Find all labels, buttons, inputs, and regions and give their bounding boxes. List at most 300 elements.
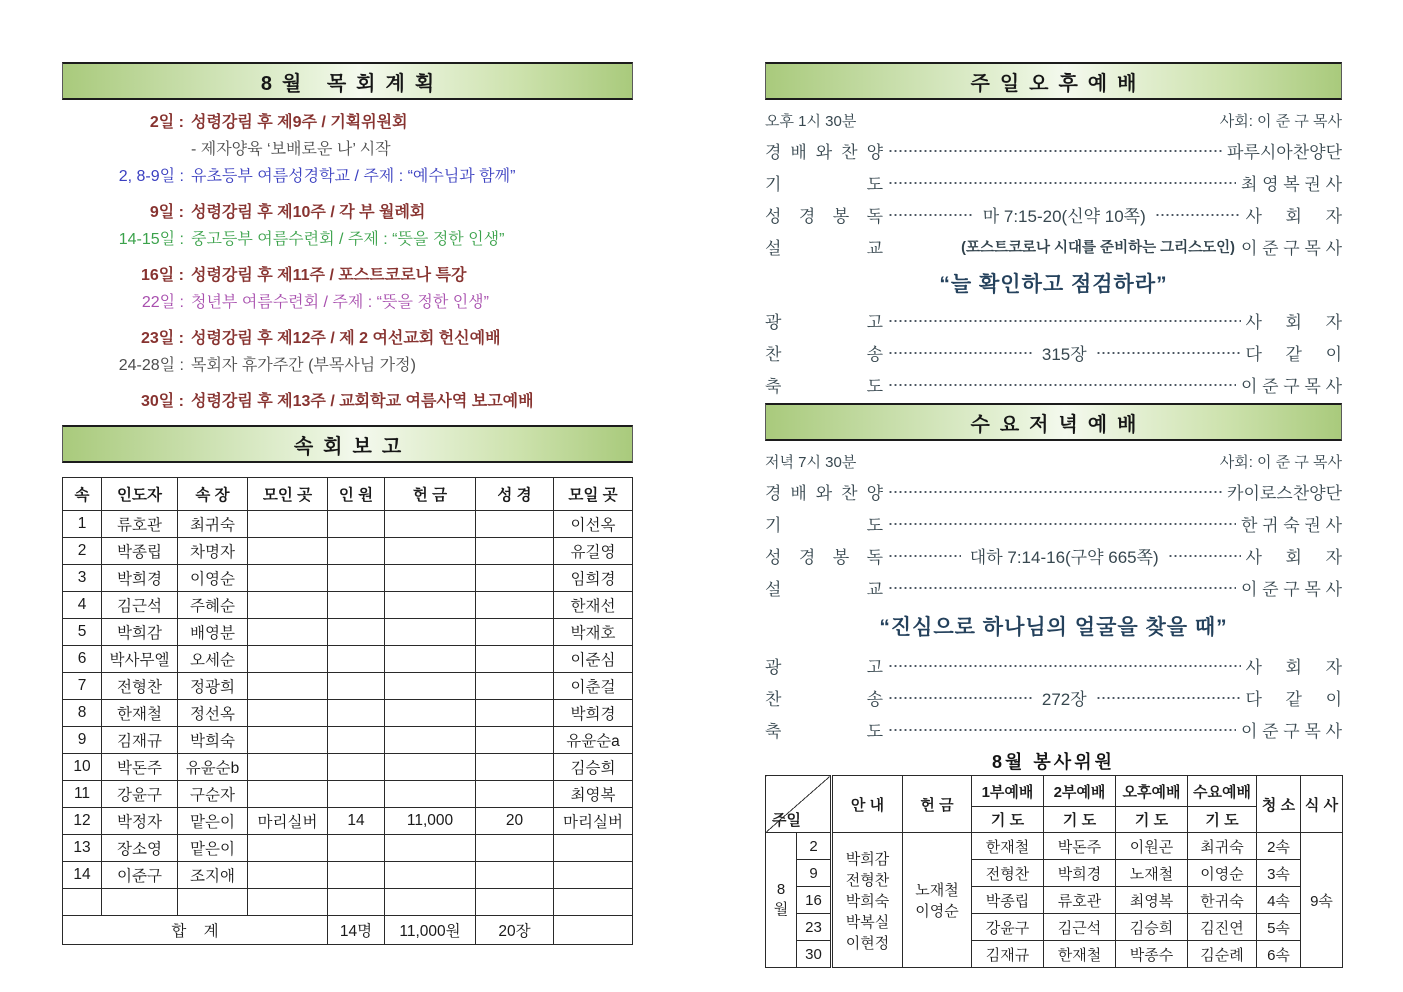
line-name: 사 회 자 <box>1245 657 1342 677</box>
cell: 조지애 <box>178 862 248 889</box>
cell <box>476 511 554 538</box>
cell: 박종립 <box>102 538 178 565</box>
cell <box>328 700 385 727</box>
cell <box>248 646 328 673</box>
cell <box>248 619 328 646</box>
guide-cell <box>832 833 903 968</box>
committee-row <box>766 833 1343 860</box>
line-name: 다 같 이 <box>1245 689 1343 709</box>
offering-cell <box>903 833 972 968</box>
table-row <box>63 538 633 565</box>
line-name: 이 준 구 목 사 <box>1240 376 1342 396</box>
dotted-leader <box>888 657 1241 674</box>
line-name: 이 준 구 목 사 <box>1240 579 1342 599</box>
plan-text: 목회자 휴가주간 (부목사님 가정) <box>191 357 416 374</box>
cell <box>328 511 385 538</box>
cell: 1 <box>63 511 102 538</box>
line-name: 이 준 구 목 사 <box>1240 238 1342 258</box>
cell: 박희경 <box>554 700 633 727</box>
cell <box>385 700 476 727</box>
cell <box>385 835 476 862</box>
report-total-row <box>63 916 633 945</box>
col-header: 헌 금 <box>385 478 476 511</box>
plan-text: - 제자양육 ‘보배로운 나’ 시작 <box>191 141 391 158</box>
plan-item <box>62 199 633 226</box>
cell: 20 <box>476 808 554 835</box>
plan-list <box>62 100 633 415</box>
dotted-leader <box>888 142 1222 159</box>
guide-name: 전형찬 <box>845 871 890 889</box>
dotted-leader <box>888 376 1236 393</box>
plan-item <box>62 136 633 163</box>
cell: 박희경 <box>102 565 178 592</box>
cell: 김근석 <box>1044 914 1116 941</box>
cell <box>328 673 385 700</box>
total-offering: 11,000원 <box>385 916 476 945</box>
guide-name: 박복실 <box>845 913 890 931</box>
dotted-leader <box>888 206 974 223</box>
cell: 이준구 <box>102 862 178 889</box>
col-header-pm: 오후예배 <box>1116 776 1188 807</box>
cell <box>476 862 554 889</box>
cell: 최영복 <box>1116 887 1188 914</box>
cell: 차명자 <box>178 538 248 565</box>
table-row <box>63 727 633 754</box>
cell <box>385 673 476 700</box>
col-header: 모인 곳 <box>248 478 328 511</box>
cell <box>248 754 328 781</box>
scripture-reference: 대하 7:14-16(구약 665쪽) <box>969 547 1159 567</box>
plan-item <box>62 388 633 415</box>
cell <box>385 727 476 754</box>
cell <box>328 862 385 889</box>
worship-line-sermon <box>765 230 1342 262</box>
col-header-p2: 2부예배 <box>1044 776 1116 807</box>
col-header-p1: 1부예배 <box>972 776 1044 807</box>
cell: 김재규 <box>102 727 178 754</box>
cell: 박재호 <box>554 619 633 646</box>
meal-cell: 9속 <box>1301 833 1343 968</box>
col-header: 인 원 <box>328 478 385 511</box>
plan-text: 성령강림 후 제11주 / 포스트코로나 특강 <box>191 267 467 284</box>
corner-cell <box>766 776 832 833</box>
cell <box>554 916 633 945</box>
cell: 김승희 <box>554 754 633 781</box>
plan-item <box>62 226 633 253</box>
cell <box>385 862 476 889</box>
cell: 14 <box>328 808 385 835</box>
cell: 유윤순a <box>554 727 633 754</box>
dotted-leader <box>888 344 1033 361</box>
cell: 6속 <box>1257 941 1301 968</box>
total-label: 합 계 <box>63 916 328 945</box>
worship-line-prayer <box>765 166 1342 198</box>
cell: 3속 <box>1257 860 1301 887</box>
total-bible: 20장 <box>476 916 554 945</box>
cell: 장소영 <box>102 835 178 862</box>
col-header-meal: 식 사 <box>1301 776 1343 833</box>
hymn-number: 272장 <box>1041 689 1087 709</box>
cell: 유윤순b <box>178 754 248 781</box>
cell <box>178 889 248 916</box>
cell: 전형찬 <box>102 673 178 700</box>
line-label: 기 도 <box>765 174 883 194</box>
cell: 2 <box>63 538 102 565</box>
line-label: 찬 송 <box>765 689 883 709</box>
total-members: 14명 <box>328 916 385 945</box>
table-row-empty <box>63 889 633 916</box>
cell: 이춘걸 <box>554 673 633 700</box>
col-header-offering: 헌 금 <box>903 776 972 833</box>
worship-line-scripture <box>765 198 1342 230</box>
col-header-guide: 안 내 <box>832 776 903 833</box>
cell <box>476 781 554 808</box>
committee-table <box>765 775 1343 968</box>
line-label: 경 배 와 찬 양 <box>765 483 883 503</box>
table-row <box>63 781 633 808</box>
cell: 김순례 <box>1188 941 1257 968</box>
committee-title: 8월 봉사위원 <box>992 752 1115 772</box>
col-header: 속 장 <box>178 478 248 511</box>
cell: 7 <box>63 673 102 700</box>
plan-day: 22일 : <box>141 294 184 311</box>
sunday-section-header <box>765 62 1342 100</box>
cell <box>328 538 385 565</box>
cell: 2속 <box>1257 833 1301 860</box>
worship-line-scripture <box>765 539 1342 571</box>
line-name: 카이로스찬양단 <box>1227 483 1342 503</box>
dotted-leader <box>1155 206 1241 223</box>
cell: 5 <box>63 619 102 646</box>
cell: 박희숙 <box>178 727 248 754</box>
cell: 9 <box>63 727 102 754</box>
report-title: 속회보고 <box>293 435 412 458</box>
offering-name: 노재철 <box>915 882 959 899</box>
cell: 김재규 <box>972 941 1044 968</box>
dotted-leader <box>888 547 961 564</box>
cell: 3 <box>63 565 102 592</box>
cell: 박종수 <box>1116 941 1188 968</box>
cell <box>476 592 554 619</box>
plan-item <box>62 262 633 289</box>
cell: 한재철 <box>972 833 1044 860</box>
cell <box>248 565 328 592</box>
plan-section-header <box>62 62 633 100</box>
line-name: 이 준 구 목 사 <box>1240 721 1342 741</box>
cell: 한재철 <box>1044 941 1116 968</box>
cell-group-report-table <box>62 477 633 945</box>
dotted-leader <box>888 689 1033 706</box>
line-name: 다 같 이 <box>1245 344 1343 364</box>
line-name: 한 귀 숙 권 사 <box>1240 515 1342 535</box>
cell <box>248 511 328 538</box>
cell <box>385 565 476 592</box>
plan-day: 16일 : <box>140 267 184 284</box>
cell <box>328 781 385 808</box>
dotted-leader <box>888 721 1236 738</box>
cell <box>328 565 385 592</box>
cell <box>554 889 633 916</box>
cell <box>248 592 328 619</box>
committee-header-row-1 <box>766 776 1343 807</box>
cell: 김승희 <box>1116 914 1188 941</box>
cell <box>328 592 385 619</box>
table-row <box>63 700 633 727</box>
plan-item <box>62 325 633 352</box>
table-row <box>63 619 633 646</box>
cell: 정광희 <box>178 673 248 700</box>
cell <box>476 619 554 646</box>
plan-day: 23일 : <box>140 330 184 347</box>
cell <box>476 538 554 565</box>
worship-line-benediction <box>765 368 1342 400</box>
plan-text: 중고등부 여름수련회 / 주제 : “뜻을 정한 인생” <box>191 231 505 248</box>
line-label: 설 교 <box>765 579 883 599</box>
worship-line-prayer <box>765 507 1342 539</box>
date-cell: 16 <box>797 887 832 914</box>
plan-day <box>62 136 184 163</box>
cell: 맡은이 <box>178 835 248 862</box>
plan-day: 2일 : <box>149 114 184 131</box>
cell: 12 <box>63 808 102 835</box>
cell: 김근석 <box>102 592 178 619</box>
scripture-reference: 마 7:15-20(신약 10쪽) <box>982 206 1146 226</box>
cell <box>248 727 328 754</box>
line-name: 사 회 자 <box>1245 206 1342 226</box>
cell: 강윤구 <box>972 914 1044 941</box>
table-row <box>63 835 633 862</box>
report-section-header <box>62 425 633 463</box>
sub-header: 기 도 <box>972 807 1044 833</box>
cell <box>554 835 633 862</box>
cell: 전형찬 <box>972 860 1044 887</box>
sermon-subtitle: (포스트코로나 시대를 준비하는 그리스도인) <box>961 239 1235 256</box>
service-presider: 사회: 이 준 구 목사 <box>1219 453 1342 471</box>
worship-line-announcement <box>765 304 1342 336</box>
cell: 6 <box>63 646 102 673</box>
line-name: 사 회 자 <box>1245 547 1342 567</box>
cell <box>554 862 633 889</box>
cell: 최귀숙 <box>1188 833 1257 860</box>
cell <box>385 511 476 538</box>
worship-line-sermon <box>765 571 1342 603</box>
cell: 강윤구 <box>102 781 178 808</box>
sub-header: 기 도 <box>1044 807 1116 833</box>
plan-text: 성령강림 후 제10주 / 각 부 월례회 <box>191 204 426 221</box>
cell: 박희경 <box>1044 860 1116 887</box>
cell <box>385 592 476 619</box>
cell <box>476 889 554 916</box>
table-row <box>63 673 633 700</box>
cell: 마리실버 <box>248 808 328 835</box>
cell <box>248 862 328 889</box>
dotted-leader <box>1096 344 1241 361</box>
cell: 4 <box>63 592 102 619</box>
cell: 최영복 <box>554 781 633 808</box>
sub-header: 기 도 <box>1116 807 1188 833</box>
cell <box>385 646 476 673</box>
cell <box>63 889 102 916</box>
sunday-sermon-title: “늘 확인하고 점검하라” <box>939 273 1168 296</box>
plan-text: 성령강림 후 제12주 / 제 2 여선교회 헌신예배 <box>191 330 501 347</box>
cell: 이영순 <box>178 565 248 592</box>
guide-name: 박희감 <box>845 850 890 868</box>
cell: 8 <box>63 700 102 727</box>
guide-name: 이현정 <box>845 934 890 952</box>
cell <box>328 619 385 646</box>
cell <box>248 889 328 916</box>
line-label: 축 도 <box>765 376 883 396</box>
cell: 류호관 <box>102 511 178 538</box>
cell: 임희경 <box>554 565 633 592</box>
cell <box>385 754 476 781</box>
cell: 이원곤 <box>1116 833 1188 860</box>
cell <box>328 754 385 781</box>
cell: 이선옥 <box>554 511 633 538</box>
cell: 10 <box>63 754 102 781</box>
cell <box>476 646 554 673</box>
cell <box>476 754 554 781</box>
cell: 14 <box>63 862 102 889</box>
wednesday-time-row <box>765 447 1342 475</box>
sunday-time-row <box>765 106 1342 134</box>
line-label: 성 경 봉 독 <box>765 547 883 567</box>
dotted-leader <box>888 579 1236 596</box>
cell: 13 <box>63 835 102 862</box>
corner-label: 주일 <box>772 812 801 829</box>
plan-text: 청년부 여름수련회 / 주제 : “뜻을 정한 인생” <box>191 294 489 311</box>
date-cell: 23 <box>797 914 832 941</box>
col-header-clean: 청 소 <box>1257 776 1301 833</box>
plan-day: 14-15일 : <box>118 231 184 248</box>
line-label: 찬 송 <box>765 344 883 364</box>
cell <box>385 538 476 565</box>
wednesday-section-header <box>765 403 1342 441</box>
cell: 박돈주 <box>1044 833 1116 860</box>
month-cell <box>766 833 797 968</box>
plan-title: 8월 목회계획 <box>260 72 445 95</box>
cell: 5속 <box>1257 914 1301 941</box>
plan-item <box>62 352 633 379</box>
cell: 박정자 <box>102 808 178 835</box>
plan-day: 24-28일 : <box>118 357 184 374</box>
wednesday-sermon-title: “진심으로 하나님의 얼굴을 찾을 때” <box>879 616 1228 639</box>
line-name: 사 회 자 <box>1245 312 1342 332</box>
cell <box>328 727 385 754</box>
cell: 11 <box>63 781 102 808</box>
worship-line-hymn <box>765 336 1342 368</box>
right-column <box>765 62 1342 968</box>
cell <box>248 700 328 727</box>
cell <box>385 889 476 916</box>
cell: 한재선 <box>554 592 633 619</box>
table-row <box>63 592 633 619</box>
plan-text: 유초등부 여름성경학교 / 주제 : “예수님과 함께” <box>191 168 516 185</box>
cell <box>328 646 385 673</box>
sunday-title: 주일오후예배 <box>970 72 1147 95</box>
cell: 한재철 <box>102 700 178 727</box>
cell: 11,000 <box>385 808 476 835</box>
worship-line-praise <box>765 475 1342 507</box>
line-name: 파루시아찬양단 <box>1227 142 1342 162</box>
date-cell: 2 <box>797 833 832 860</box>
cell: 마리실버 <box>554 808 633 835</box>
plan-text: 성령강림 후 제13주 / 교회학교 여름사역 보고예배 <box>191 393 534 410</box>
cell: 한귀숙 <box>1188 887 1257 914</box>
col-header: 인도자 <box>102 478 178 511</box>
cell: 유길영 <box>554 538 633 565</box>
cell <box>102 889 178 916</box>
cell: 박희감 <box>102 619 178 646</box>
worship-line-hymn <box>765 681 1342 713</box>
line-name: 최 영 복 권 사 <box>1240 174 1342 194</box>
cell: 박돈주 <box>102 754 178 781</box>
cell <box>248 673 328 700</box>
cell: 류호관 <box>1044 887 1116 914</box>
cell <box>476 673 554 700</box>
cell <box>385 781 476 808</box>
left-column <box>62 62 633 945</box>
col-header: 모일 곳 <box>554 478 633 511</box>
cell: 맡은이 <box>178 808 248 835</box>
line-label: 경 배 와 찬 양 <box>765 142 883 162</box>
plan-item <box>62 109 633 136</box>
plan-day: 2, 8-9일 : <box>118 168 184 185</box>
cell <box>476 835 554 862</box>
col-header: 속 <box>63 478 102 511</box>
line-label: 설 교 <box>765 238 883 258</box>
cell: 박종립 <box>972 887 1044 914</box>
wednesday-title: 수요저녁예배 <box>970 413 1147 436</box>
plan-text: 성령강림 후 제9주 / 기획위원회 <box>191 114 408 131</box>
dotted-leader <box>888 483 1222 500</box>
date-cell: 9 <box>797 860 832 887</box>
plan-item <box>62 163 633 190</box>
line-label: 광 고 <box>765 312 883 332</box>
table-row <box>63 862 633 889</box>
cell <box>476 700 554 727</box>
cell: 노재철 <box>1116 860 1188 887</box>
cell <box>328 835 385 862</box>
line-label: 축 도 <box>765 721 883 741</box>
dotted-leader <box>1096 689 1241 706</box>
table-row <box>63 511 633 538</box>
plan-day: 9일 : <box>149 204 184 221</box>
cell: 정선옥 <box>178 700 248 727</box>
month-label: 8월 <box>773 880 789 918</box>
cell: 오세순 <box>178 646 248 673</box>
cell: 4속 <box>1257 887 1301 914</box>
dotted-leader <box>888 174 1236 191</box>
dotted-leader <box>888 515 1236 532</box>
line-label: 성 경 봉 독 <box>765 206 883 226</box>
cell <box>476 565 554 592</box>
cell: 이준심 <box>554 646 633 673</box>
service-time: 오후 1시 30분 <box>765 112 857 130</box>
cell <box>248 835 328 862</box>
table-row <box>63 808 633 835</box>
line-label: 광 고 <box>765 657 883 677</box>
guide-name: 박희숙 <box>845 892 890 910</box>
service-presider: 사회: 이 준 구 목사 <box>1219 112 1342 130</box>
table-row <box>63 754 633 781</box>
cell <box>248 538 328 565</box>
plan-day: 30일 : <box>140 393 184 410</box>
service-time: 저녁 7시 30분 <box>765 453 857 471</box>
cell: 구순자 <box>178 781 248 808</box>
worship-line-announcement <box>765 649 1342 681</box>
cell: 최귀숙 <box>178 511 248 538</box>
